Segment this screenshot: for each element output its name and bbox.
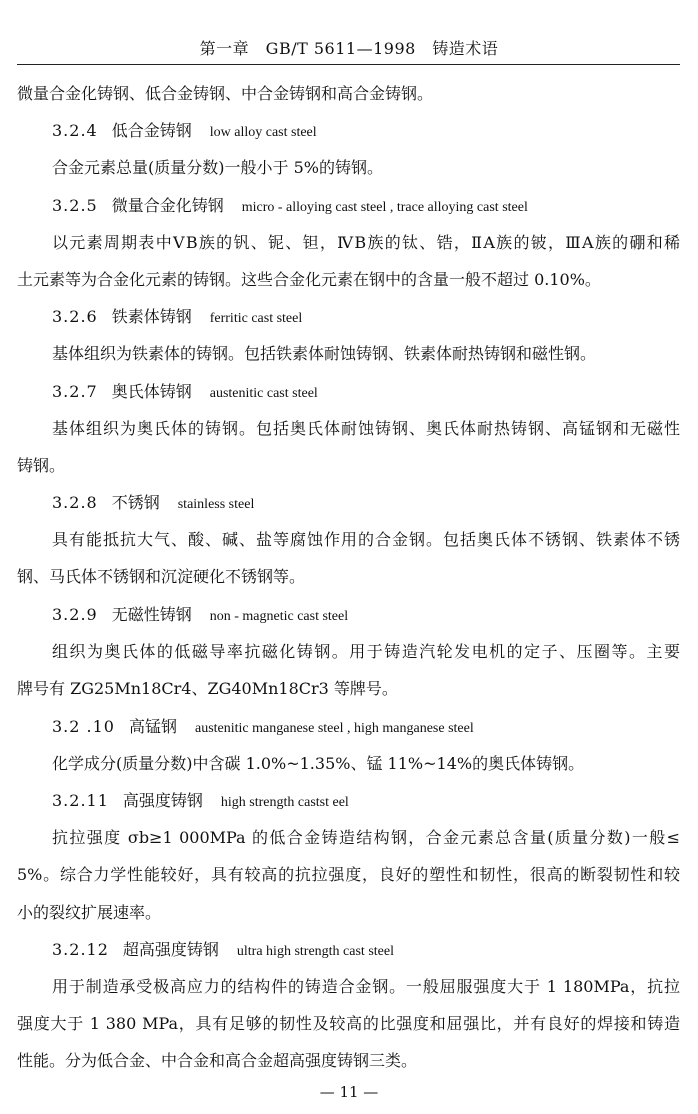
section-title-en: austenitic cast steel [209,386,318,401]
body-line: 化学成分(质量分数)中含碳 1.0%~1.35%、锰 11%~14%的奥氏体铸钢。 [52,754,585,773]
section-number: 3.2.5 [52,196,98,215]
body-line: 钢、马氏体不锈钢和沉淀硬化不锈钢等。 [17,567,306,586]
section-number: 3.2.7 [52,382,98,401]
section-heading-3-2-10 [52,717,474,739]
header-rule [17,64,680,65]
section-title-en: high strength castst eel [220,795,349,810]
body-line: 土元素等为合金化元素的铸钢。这些合金化元素在钢中的含量一般不超过 0.10%。 [17,270,601,289]
section-title-zh: 高强度铸钢 [122,791,203,810]
section-title-zh: 不锈钢 [111,493,160,512]
section-heading-3-2-6 [52,307,302,329]
section-title-zh: 高锰钢 [128,717,177,736]
section-heading-3-2-12 [52,940,394,962]
section-title-zh: 微量合金化铸钢 [111,196,224,215]
body-line: 以元素周期表中ⅤB族的钒、铌、钽，ⅣB族的钛、锆，ⅡA族的铍，ⅢA族的硼和稀 [52,233,680,252]
section-title-en: low alloy cast steel [209,125,317,140]
section-number: 3.2.4 [52,121,98,140]
section-title-en: ultra high strength cast steel [236,944,394,959]
section-number: 3.2 .10 [52,717,115,736]
page-header: 第一章 GB/T 5611—1998 铸造术语 [199,39,499,58]
section-number: 3.2.8 [52,493,98,512]
body-line: 5%。综合力学性能较好，具有较高的抗拉强度，良好的塑性和韧性，很高的断裂韧性和较 [17,865,680,884]
body-line: 基体组织为铁素体的铸钢。包括铁素体耐蚀铸钢、铁素体耐热铸钢和磁性钢。 [52,344,597,363]
section-heading-3-2-5 [52,196,528,218]
section-title-zh: 低合金铸钢 [111,121,192,140]
section-title-en: micro - alloying cast steel , trace alloying cast steel [241,200,528,215]
body-line: 抗拉强度 σb≥1 000MPa 的低合金铸造结构钢，合金元素总含量(质量分数)一般≤ [52,828,680,847]
section-heading-3-2-8 [52,493,254,515]
page-number: — 11 — [319,1083,379,1101]
section-title-en: non - magnetic cast steel [209,609,349,624]
body-line: 组织为奥氏体的低磁导率抗磁化铸钢。用于铸造汽轮发电机的定子、压圈等。主要 [52,642,680,661]
section-title-zh: 铁素体铸钢 [111,307,192,326]
section-number: 3.2.6 [52,307,98,326]
section-heading-3-2-4 [52,121,317,143]
body-line: 牌号有 ZG25Mn18Cr4、ZG40Mn18Cr3 等牌号。 [17,679,398,698]
section-heading-3-2-11 [52,791,349,813]
body-line: 小的裂纹扩展速率。 [17,903,162,922]
section-title-en: ferritic cast steel [209,311,303,326]
section-heading-3-2-9 [52,605,348,627]
body-line: 微量合金化铸钢、低合金铸钢、中合金铸钢和高合金铸钢。 [17,84,434,103]
section-title-en: stainless steel [177,497,255,512]
body-line: 用于制造承受极高应力的结构件的铸造合金钢。一般屈服强度大于 1 180MPa，抗拉 [52,977,680,996]
section-heading-3-2-7 [52,382,318,404]
body-line: 合金元素总量(质量分数)一般小于 5%的铸钢。 [52,158,383,177]
section-title-zh: 奥氏体铸钢 [111,382,192,401]
body-line: 基体组织为奥氏体的铸钢。包括奥氏体耐蚀铸钢、奥氏体耐热铸钢、高锰钢和无磁性 [52,419,680,438]
section-number: 3.2.11 [52,791,109,810]
section-number: 3.2.12 [52,940,109,959]
section-title-zh: 无磁性铸钢 [111,605,192,624]
body-line: 强度大于 1 380 MPa，具有足够的韧性及较高的比强度和屈强比，并有良好的焊接和铸造 [17,1014,680,1033]
body-line: 性能。分为低合金、中合金和高合金超高强度铸钢三类。 [17,1051,418,1070]
section-number: 3.2.9 [52,605,98,624]
section-title-zh: 超高强度铸钢 [122,940,219,959]
section-title-en: austenitic manganese steel , high manganese steel [195,721,474,736]
body-line: 铸钢。 [17,456,66,475]
body-line: 具有能抵抗大气、酸、碱、盐等腐蚀作用的合金钢。包括奥氏体不锈钢、铁素体不锈 [52,530,680,549]
